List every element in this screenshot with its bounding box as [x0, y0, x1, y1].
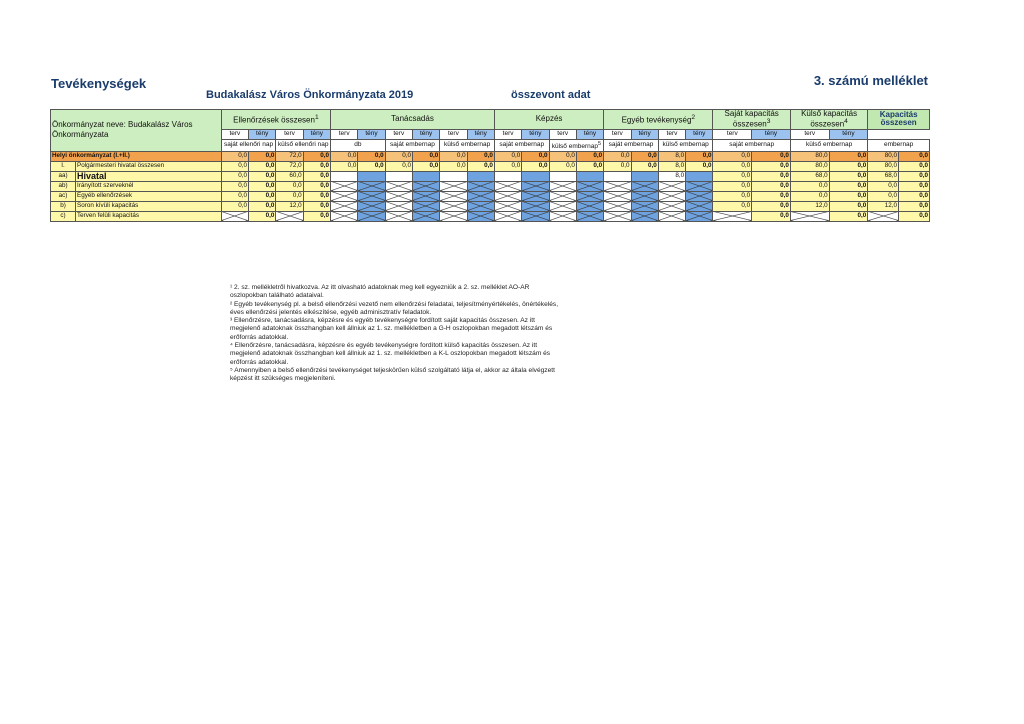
crossed-cell: [331, 181, 358, 191]
footnote-4: ⁴ Ellenőrzésre, tanácsadásra, képzésre és egyéb tevékenységre fordított külső kapacitás összesen. Az itt megjelenő adatoknak összhangban kell állniuk az 1. sz. mellékletben a K-L oszlopokban megadott létszám és erőforrás adatokkal.: [230, 342, 551, 366]
document-subtitle: Budakalász Város Önkormányzata 2019: [206, 89, 414, 101]
cell: 0,0: [429, 162, 439, 170]
row-label: Soron kívüli kapacitás: [76, 201, 222, 211]
crossed-cell: [467, 191, 494, 201]
cell: 0,0: [919, 182, 928, 190]
cell: 0,0: [320, 172, 330, 180]
crossed-cell: [658, 191, 685, 201]
cell: 80,0: [790, 151, 829, 161]
table-row: [51, 171, 930, 181]
cell: 0,0: [593, 162, 603, 170]
crossed-cell: [440, 201, 467, 211]
cell: 0,0: [549, 161, 576, 171]
cell: 0,0: [713, 191, 752, 201]
unit-kulso-embernap: külső embernap: [790, 139, 867, 151]
crossed-cell: [494, 181, 521, 191]
crossed-cell: [522, 201, 549, 211]
cell: 0,0: [857, 212, 867, 220]
cell: 0,0: [919, 202, 928, 210]
header-tanacsadas: Tanácsadás: [331, 110, 495, 130]
activities-table: [50, 109, 930, 222]
cell: 0,0: [549, 151, 576, 161]
crossed-cell: [494, 211, 521, 221]
cell: 80,0: [868, 151, 899, 161]
cell: 0,0: [857, 202, 867, 210]
cell: 0,0: [868, 181, 899, 191]
cell: 0,0: [829, 151, 868, 161]
row-label: Helyi önkormányzat (I.+II.): [51, 151, 222, 161]
cell: 72,0: [276, 151, 303, 161]
crossed-cell: [631, 211, 658, 221]
empty-cell: [631, 171, 658, 181]
cell: 0,0: [713, 161, 752, 171]
terv-header: terv: [790, 129, 829, 139]
footnote-2: ² Egyéb tevékenység pl. a belső ellenőrzési vezető nem ellenőrzési feladatai, teljesítményértékelés, önértékelés, éves ellenőrzési jelentés elkészítése, egyéb adminisztratív feladatok.: [230, 300, 559, 316]
cell: 8,0: [658, 161, 685, 171]
crossed-cell: [658, 201, 685, 211]
crossed-cell: [686, 201, 713, 211]
cell: 0,0: [221, 191, 248, 201]
cell: 68,0: [790, 171, 829, 181]
teny-header: tény: [752, 129, 791, 139]
empty-cell: [467, 171, 494, 181]
cell: 0,0: [780, 162, 789, 170]
cell: 0,0: [648, 162, 657, 170]
cell: 0,0: [780, 182, 789, 190]
cell: 0,0: [538, 162, 548, 170]
cell: 0,0: [631, 151, 658, 161]
cell: 0,0: [686, 151, 713, 161]
cell: 0,0: [221, 151, 248, 161]
crossed-cell: [713, 211, 752, 221]
cell: 0,0: [857, 162, 867, 170]
footnote-1: ¹ 2. sz. mellékletről hivatkozva. Az itt olvasható adatoknak meg kell egyezniük a 2. sz. melléklet AO-AR oszlopokban található adataival.: [230, 284, 530, 300]
crossed-cell: [440, 181, 467, 191]
cell: 80,0: [790, 161, 829, 171]
table-row: [51, 161, 930, 171]
cell: 12,0: [790, 201, 829, 211]
crossed-cell: [385, 191, 412, 201]
cell: 0,0: [276, 181, 303, 191]
cell: 0,0: [320, 212, 330, 220]
row-label: Egyéb ellenőrzések: [76, 191, 222, 201]
unit-sajat-ellenori-nap: saját ellenőri nap: [221, 139, 276, 151]
unit-sajat-embernap: saját embernap: [385, 139, 440, 151]
crossed-cell: [576, 201, 603, 211]
header-kepzes: Képzés: [494, 110, 603, 130]
cell: 0,0: [522, 151, 549, 161]
annex-number: 3. számú melléklet: [813, 73, 928, 88]
crossed-cell: [549, 181, 576, 191]
header-egyeb: Egyéb tevékenység$^2$: [604, 110, 713, 130]
org-name-cell: Önkormányzat neve: Budakalász Város Önkormányzata: [51, 110, 222, 152]
cell: 8,0: [658, 171, 685, 181]
crossed-cell: [358, 201, 385, 211]
teny-header: tény: [686, 129, 713, 139]
crossed-cell: [331, 191, 358, 201]
unit-sajat-embernap: saját embernap: [494, 139, 549, 151]
row-code: c): [51, 211, 76, 221]
cell: 72,0: [276, 161, 303, 171]
cell: 0,0: [385, 161, 412, 171]
cell: 0,0: [713, 181, 752, 191]
crossed-cell: [467, 201, 494, 211]
teny-header: tény: [467, 129, 494, 139]
row-code: I.: [51, 161, 76, 171]
empty-cell: [331, 171, 358, 181]
crossed-cell: [631, 191, 658, 201]
table-row: [51, 191, 930, 201]
crossed-cell: [576, 211, 603, 221]
unit-kulso-embernap: külső embernap: [440, 139, 495, 151]
cell: 0,0: [221, 171, 248, 181]
teny-header: tény: [412, 129, 439, 139]
table-row: [51, 151, 930, 161]
cell: 0,0: [857, 192, 867, 200]
cell: 0,0: [604, 161, 631, 171]
unit-db: db: [331, 139, 386, 151]
cell: 0,0: [790, 181, 829, 191]
terv-header: terv: [549, 129, 576, 139]
cell: 0,0: [320, 162, 330, 170]
cell: 0,0: [484, 162, 493, 170]
crossed-cell: [467, 211, 494, 221]
crossed-cell: [686, 211, 713, 221]
cell: 0,0: [320, 192, 330, 200]
crossed-cell: [522, 211, 549, 221]
cell: 0,0: [780, 212, 789, 220]
cell: 0,0: [713, 151, 752, 161]
empty-cell: [494, 171, 521, 181]
cell: 0,0: [780, 202, 789, 210]
row-label: Polgármesteri hivatal összesen: [76, 161, 222, 171]
cell: 0,0: [919, 192, 928, 200]
cell: 0,0: [265, 192, 275, 200]
cell: 0,0: [857, 182, 867, 190]
crossed-cell: [549, 211, 576, 221]
header-sajat-kapacitas: Saját kapacitás összesen$^3$: [713, 110, 790, 130]
crossed-cell: [412, 191, 439, 201]
cell: 0,0: [857, 172, 867, 180]
cell: 12,0: [868, 201, 899, 211]
terv-header: terv: [276, 129, 303, 139]
cell: 0,0: [919, 212, 928, 220]
teny-header: tény: [631, 129, 658, 139]
crossed-cell: [522, 191, 549, 201]
cell: 0,0: [780, 192, 789, 200]
empty-cell: [385, 171, 412, 181]
crossed-cell: [658, 211, 685, 221]
crossed-cell: [522, 181, 549, 191]
empty-cell: [549, 171, 576, 181]
cell: 0,0: [276, 191, 303, 201]
cell: 0,0: [412, 151, 439, 161]
header-ellenorzesek: Ellenőrzések összesen$^1$: [221, 110, 330, 130]
crossed-cell: [358, 191, 385, 201]
empty-cell: [412, 171, 439, 181]
cell: 0,0: [713, 171, 752, 181]
cell: 0,0: [249, 151, 276, 161]
row-label: Irányított szerveknél: [76, 181, 222, 191]
terv-header: terv: [604, 129, 631, 139]
row-label: Terven felüli kapacitás: [76, 211, 222, 221]
crossed-cell: [604, 211, 631, 221]
crossed-cell: [686, 181, 713, 191]
crossed-cell: [604, 191, 631, 201]
cell: 0,0: [374, 162, 384, 170]
crossed-cell: [631, 201, 658, 211]
cell: 0,0: [467, 151, 494, 161]
unit-embernap: embernap: [868, 139, 930, 151]
crossed-cell: [576, 191, 603, 201]
crossed-cell: [358, 211, 385, 221]
crossed-cell: [631, 181, 658, 191]
cell: 0,0: [320, 202, 330, 210]
crossed-cell: [494, 201, 521, 211]
crossed-cell: [385, 211, 412, 221]
cell: 0,0: [604, 151, 631, 161]
crossed-cell: [604, 201, 631, 211]
cell: 0,0: [752, 151, 791, 161]
crossed-cell: [221, 211, 248, 221]
terv-header: terv: [385, 129, 412, 139]
cell: 0,0: [790, 191, 829, 201]
cell: 68,0: [868, 171, 899, 181]
crossed-cell: [604, 181, 631, 191]
teny-header: tény: [829, 129, 868, 139]
cell: 0,0: [331, 161, 358, 171]
crossed-cell: [358, 181, 385, 191]
table-row: [51, 181, 930, 191]
teny-header: tény: [522, 129, 549, 139]
row-label: Hivatal: [76, 171, 222, 181]
empty-cell: [686, 171, 713, 181]
empty-cell: [576, 171, 603, 181]
teny-header: tény: [576, 129, 603, 139]
table-row: [51, 201, 930, 211]
cell: 0,0: [713, 201, 752, 211]
empty-cell: [522, 171, 549, 181]
cell: 0,0: [265, 182, 275, 190]
cell: 0,0: [919, 172, 928, 180]
cell: 0,0: [221, 181, 248, 191]
unit-sajat-embernap: saját embernap: [604, 139, 659, 151]
cell: 0,0: [919, 162, 928, 170]
cell: 0,0: [440, 161, 467, 171]
teny-header: tény: [358, 129, 385, 139]
cell: 0,0: [265, 202, 275, 210]
table-row: [51, 211, 930, 221]
terv-header: terv: [494, 129, 521, 139]
crossed-cell: [385, 181, 412, 191]
cell: 0,0: [494, 151, 521, 161]
crossed-cell: [440, 191, 467, 201]
crossed-cell: [385, 201, 412, 211]
teny-header: tény: [249, 129, 276, 139]
cell: 0,0: [303, 151, 330, 161]
cell: 8,0: [658, 151, 685, 161]
cell: 0,0: [265, 162, 275, 170]
crossed-cell: [276, 211, 303, 221]
cell: 0,0: [440, 151, 467, 161]
crossed-cell: [576, 181, 603, 191]
cell: 80,0: [868, 161, 899, 171]
crossed-cell: [331, 211, 358, 221]
cell: 0,0: [331, 151, 358, 161]
cell: 0,0: [221, 201, 248, 211]
terv-header: terv: [713, 129, 752, 139]
crossed-cell: [467, 181, 494, 191]
crossed-cell: [549, 191, 576, 201]
cell: 0,0: [385, 151, 412, 161]
header-kapacitas-osszesen: Kapacitás összesen: [868, 110, 930, 130]
cell: 0,0: [494, 161, 521, 171]
footnote-5: ⁵ Amennyiben a belső ellenőrzési tevékenységet teljeskörűen külső szolgáltató látja el, akkor az általa elvégzett képzést itt szükséges megjeleníteni.: [230, 366, 555, 383]
teny-header: tény: [303, 129, 330, 139]
cell: 0,0: [702, 162, 712, 170]
crossed-cell: [412, 201, 439, 211]
crossed-cell: [440, 211, 467, 221]
row-code: ac): [51, 191, 76, 201]
terv-header: terv: [221, 129, 248, 139]
crossed-cell: [686, 191, 713, 201]
aggregate-label: összevont adat: [511, 89, 591, 101]
crossed-cell: [549, 201, 576, 211]
footnotes: [230, 284, 560, 384]
crossed-cell: [494, 191, 521, 201]
crossed-cell: [868, 211, 899, 221]
cell: 0,0: [358, 151, 385, 161]
crossed-cell: [658, 181, 685, 191]
cell: 0,0: [780, 172, 789, 180]
crossed-cell: [412, 211, 439, 221]
cell: 12,0: [276, 201, 303, 211]
terv-header: terv: [331, 129, 358, 139]
unit-kulso-embernap: külső embernap: [658, 139, 713, 151]
empty-cell: [358, 171, 385, 181]
cell: 0,0: [320, 182, 330, 190]
cell: 60,0: [276, 171, 303, 181]
cell: 0,0: [265, 172, 275, 180]
crossed-cell: [412, 181, 439, 191]
cell: 0,0: [265, 212, 275, 220]
row-code: aa): [51, 171, 76, 181]
unit-sajat-embernap: saját embernap: [713, 139, 790, 151]
crossed-cell: [790, 211, 829, 221]
empty-cell: [440, 171, 467, 181]
terv-header: terv: [658, 129, 685, 139]
terv-header: terv: [440, 129, 467, 139]
footnote-3: ³ Ellenőrzésre, tanácsadásra, képzésre és egyéb tevékenységre fordított saját kapacitás összesen. Az itt megjelenő adatoknak összhangban kell állniuk az 1. sz. mellékletben a G-H oszlopokban megadott létszám és erőforrás adatokkal.: [230, 317, 553, 341]
page-title: Tevékenységek: [51, 76, 147, 91]
crossed-cell: [331, 201, 358, 211]
row-code: ab): [51, 181, 76, 191]
header-kulso-kapacitas: Külső kapacitás összesen$^4$: [790, 110, 867, 130]
cell: 0,0: [576, 151, 603, 161]
cell: 0,0: [868, 191, 899, 201]
empty-cell: [604, 171, 631, 181]
unit-kulso-embernap: külső embernap$^5$: [549, 139, 604, 151]
cell: 0,0: [221, 161, 248, 171]
unit-kulso-ellenori-nap: külső ellenőri nap: [276, 139, 331, 151]
row-code: b): [51, 201, 76, 211]
cell: 0,0: [899, 151, 930, 161]
